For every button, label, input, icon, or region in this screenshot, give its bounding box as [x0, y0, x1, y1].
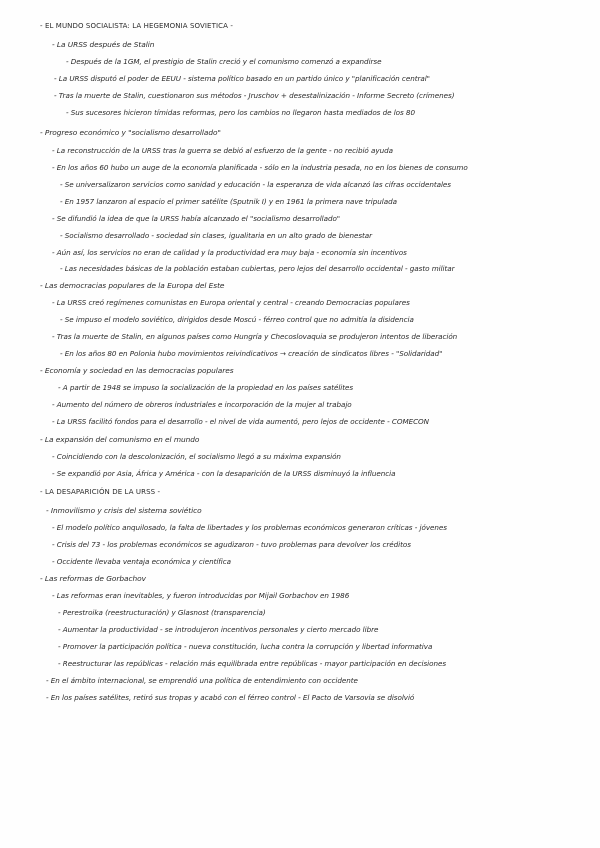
note-line: - Perestroika (reestructuración) y Glasnost (transparencia) — [58, 608, 266, 617]
note-line: - Socialismo desarrollado - sociedad sin clases, igualitaria en un alto grado de bienestar — [60, 231, 373, 240]
heading-democracias-populares: - Las democracias populares de la Europa del Este — [40, 281, 225, 290]
note-line: - Se difundió la idea de que la URSS había alcanzado el "socialismo desarrollado" — [52, 214, 341, 223]
note-line: - Sus sucesores hicieron tímidas reformas, pero los cambios no llegaron hasta mediados de los 80 — [66, 108, 415, 117]
heading-expansion-comunismo: - La expansión del comunismo en el mundo — [40, 435, 200, 444]
heading-reformas-gorbachov: - Las reformas de Gorbachov — [40, 574, 146, 583]
note-line: - En los años 80 en Polonia hubo movimientos reivindicativos → creación de sindicatos libres - "Solidaridad" — [60, 349, 443, 358]
title-desaparicion-urss: - LA DESAPARICIÓN DE LA URSS - — [40, 488, 161, 496]
note-line: - Tras la muerte de Stalin, en algunos países como Hungría y Checoslovaquia se produjeron intentos de liberación — [52, 332, 458, 341]
heading-economia-sociedad: - Economía y sociedad en las democracias populares — [40, 366, 234, 375]
note-line: - Aumentar la productividad - se introdujeron incentivos personales y cierto mercado libre — [58, 625, 379, 634]
heading-progreso-economico: - Progreso económico y "socialismo desarrollado" — [40, 128, 221, 137]
note-line: - Promover la participación política - nueva constitución, lucha contra la corrupción y libertad informativa — [58, 642, 433, 651]
note-line: - Aún así, los servicios no eran de calidad y la productividad era muy baja - economía sin incentivos — [52, 248, 407, 257]
note-line: - Reestructurar las repúblicas - relación más equilibrada entre repúblicas - mayor participación en decisiones — [58, 659, 447, 668]
note-line: - Se universalizaron servicios como sanidad y educación - la esperanza de vida alcanzó las cifras occidentales — [60, 180, 451, 189]
heading-urss-despues-stalin: - La URSS después de Stalin — [52, 40, 155, 49]
note-line: - Se impuso el modelo soviético, dirigidos desde Moscú - férreo control que no admitía la disidencia — [60, 315, 414, 324]
note-line: - La URSS disputó el poder de EEUU - sistema político basado en un partido único y "planificación central" — [54, 74, 430, 83]
note-line: - Las reformas eran inevitables, y fueron introducidas por Mijail Gorbachov en 1986 — [52, 591, 350, 600]
note-line: - Tras la muerte de Stalin, cuestionaron sus métodos - Jruschov + desestalinización - Informe Secreto (crímenes) — [54, 91, 455, 100]
note-line: - En los años 60 hubo un auge de la economía planificada - sólo en la industria pesada, no en los bienes de consumo — [52, 163, 468, 172]
note-line: - En el ámbito internacional, se emprendió una política de entendimiento con occidente — [46, 676, 358, 685]
note-line: - Las necesidades básicas de la población estaban cubiertas, pero lejos del desarrollo occidental - gasto militar — [60, 264, 455, 273]
note-line: - La reconstrucción de la URSS tras la guerra se debió al esfuerzo de la gente - no recibió ayuda — [52, 146, 393, 155]
note-line: - Se expandió por Asia, África y América - con la desaparición de la URSS disminuyó la influencia — [52, 469, 396, 478]
title-mundo-socialista: - EL MUNDO SOCIALISTA: LA HEGEMONIA SOVIETICA - — [40, 22, 233, 30]
note-line: - La URSS facilitó fondos para el desarrollo - el nivel de vida aumentó, pero lejos de occidente - COMECON — [52, 417, 429, 426]
heading-inmovilismo-crisis: - Inmovilismo y crisis del sistema soviético — [46, 506, 202, 515]
note-line: - A partir de 1948 se impuso la socialización de la propiedad en los países satélites — [58, 383, 354, 392]
note-line: - Crisis del 73 - los problemas económicos se agudizaron - tuvo problemas para devolver los créditos — [52, 540, 411, 549]
note-line: - En 1957 lanzaron al espacio el primer satélite (Sputnik I) y en 1961 la primera nave tripulada — [60, 197, 397, 206]
note-line: - La URSS creó regímenes comunistas en Europa oriental y central - creando Democracias populares — [52, 298, 410, 307]
note-line: - El modelo político anquilosado, la falta de libertades y los problemas económicos generaron críticas - jóvenes — [52, 523, 447, 532]
note-line: - Occidente llevaba ventaja económica y científica — [52, 557, 231, 566]
note-line: - Después de la 1GM, el prestigio de Stalin creció y el comunismo comenzó a expandirse — [66, 57, 382, 66]
note-line: - En los países satélites, retiró sus tropas y acabó con el férreo control - El Pacto de Varsovia se disolvió — [46, 693, 415, 702]
note-line: - Coincidiendo con la descolonización, el socialismo llegó a su máxima expansión — [52, 452, 341, 461]
note-line: - Aumento del número de obreros industriales e incorporación de la mujer al trabajo — [52, 400, 352, 409]
